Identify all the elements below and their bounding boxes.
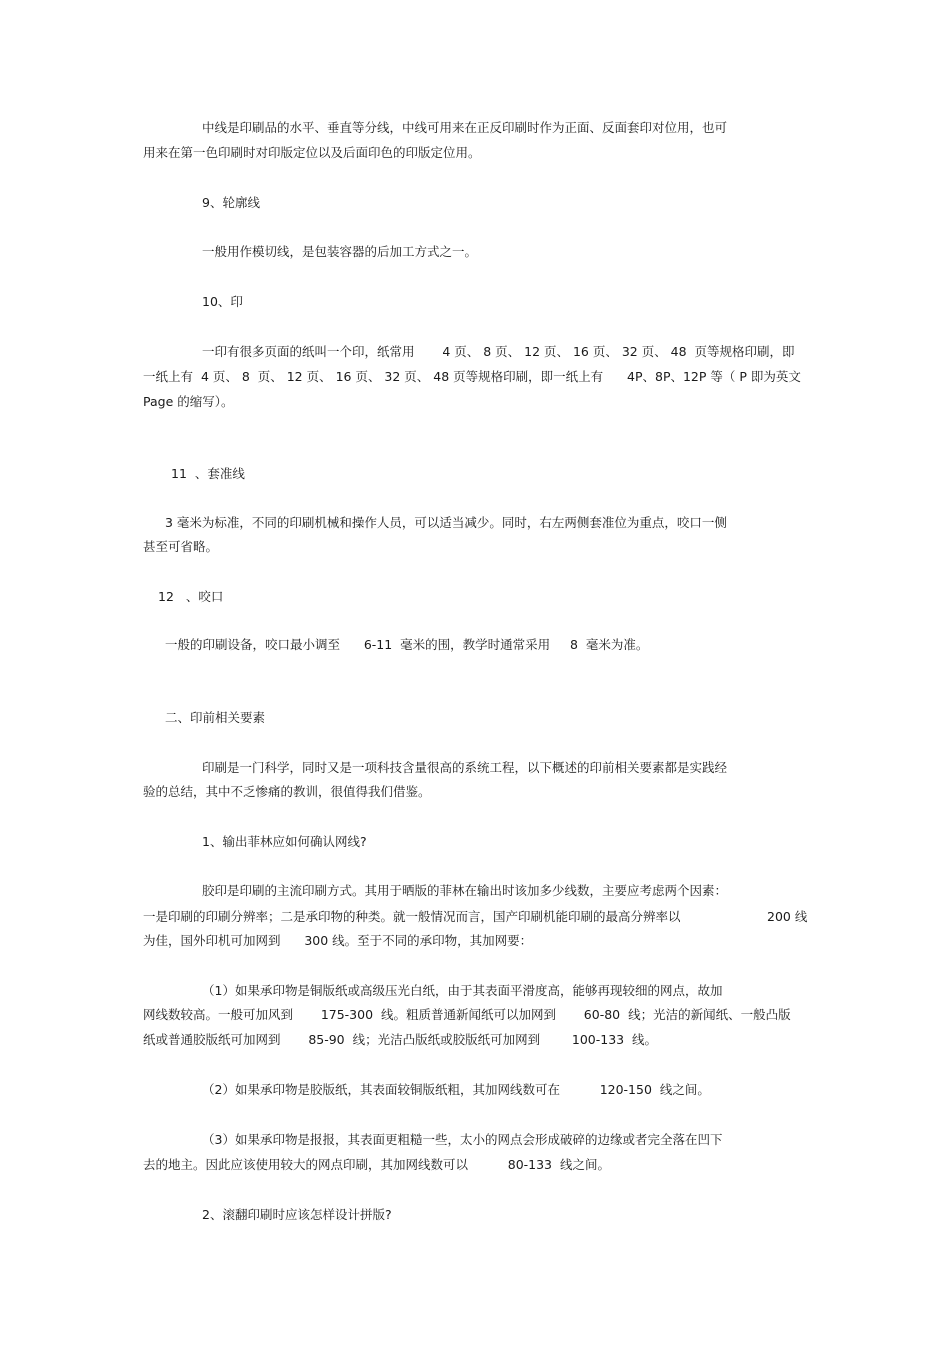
heading-11: 11 、套准线 bbox=[171, 466, 245, 481]
paragraph-line: 网线数较高。一般可加风到 175-300 线。粗质普通新闻纸可以加网到 60-80 线；光洁的新闻纸、一般凸版 bbox=[143, 1007, 791, 1022]
paragraph-line: 验的总结，其中不乏惨痛的教训，很值得我们借鉴。 bbox=[143, 784, 431, 799]
paragraph-line: 一印有很多页面的纸叫一个印，纸常用 4 页、 8 页、 12 页、 16 页、 32 页、 48 页等规格印刷，即 bbox=[202, 344, 795, 359]
paragraph-line: 纸或普通胶版纸可加网到 85-90 线；光洁凸版纸或胶版纸可加网到 100-133 线。 bbox=[143, 1032, 658, 1047]
paragraph-line: 去的地主。因此应该使用较大的网点印刷，其加网线数可以 80-133 线之间。 bbox=[143, 1157, 610, 1172]
paragraph-line: 甚至可省略。 bbox=[143, 539, 219, 554]
paragraph-line: 一般用作模切线，是包装容器的后加工方式之一。 bbox=[202, 244, 478, 259]
paragraph-line: （3）如果承印物是报报，其表面更粗糙一些，太小的网点会形成破碎的边缘或者完全落在凹下 bbox=[202, 1132, 723, 1147]
paragraph-line: 中线是印刷品的水平、垂直等分线，中线可用来在正反印刷时作为正面、反面套印对位用，也可 bbox=[202, 120, 728, 135]
paragraph-line: 一纸上有 4 页、 8 页、 12 页、 16 页、 32 页、 48 页等规格印刷，即一纸上有 4P、8P、12P 等（ P 即为英文 bbox=[143, 369, 801, 384]
heading-12: 12 、咬口 bbox=[158, 589, 224, 604]
paragraph-line: 为佳，国外印机可加网到 300 线。至于不同的承印物，其加网要： bbox=[143, 933, 533, 948]
heading-9: 9、轮廓线 bbox=[202, 195, 260, 210]
paragraph-line: 胶印是印刷的主流印刷方式。其用于晒版的菲林在输出时该加多少线数，主要应考虑两个因素： bbox=[202, 883, 728, 898]
paragraph-line: Page 的缩写）。 bbox=[143, 394, 234, 409]
paragraph-line-end: 200 线 bbox=[767, 909, 808, 924]
paragraph-line: 一般的印刷设备，咬口最小调至 6-11 毫米的围，教学时通常采用 8 毫米为准。 bbox=[165, 637, 649, 652]
paragraph-line: （1）如果承印物是铜版纸或高级压光白纸，由于其表面平滑度高，能够再现较细的网点，故加 bbox=[202, 983, 723, 998]
paragraph-line: 3 毫米为标准，不同的印刷机械和操作人员，可以适当减少。同时，右左两侧套准位为重点，咬口一侧 bbox=[165, 515, 727, 530]
paragraph-line: （2）如果承印物是胶版纸，其表面较铜版纸粗，其加网线数可在 120-150 线之间。 bbox=[202, 1082, 710, 1097]
section-heading: 二、印前相关要素 bbox=[165, 710, 266, 725]
paragraph-line: 一是印刷的印刷分辨率；二是承印物的种类。就一般情况而言，国产印刷机能印刷的最高分辨率以 bbox=[143, 909, 681, 924]
paragraph-line: 印刷是一门科学，同时又是一项科技含量很高的系统工程，以下概述的印前相关要素都是实践经 bbox=[202, 760, 728, 775]
question-heading: 1、输出菲林应如何确认网线? bbox=[202, 834, 367, 849]
question-heading: 2、滚翻印刷时应该怎样设计拼版? bbox=[202, 1207, 392, 1222]
heading-10: 10、印 bbox=[202, 294, 243, 309]
paragraph-line: 用来在第一色印刷时对印版定位以及后面印色的印版定位用。 bbox=[143, 145, 481, 160]
